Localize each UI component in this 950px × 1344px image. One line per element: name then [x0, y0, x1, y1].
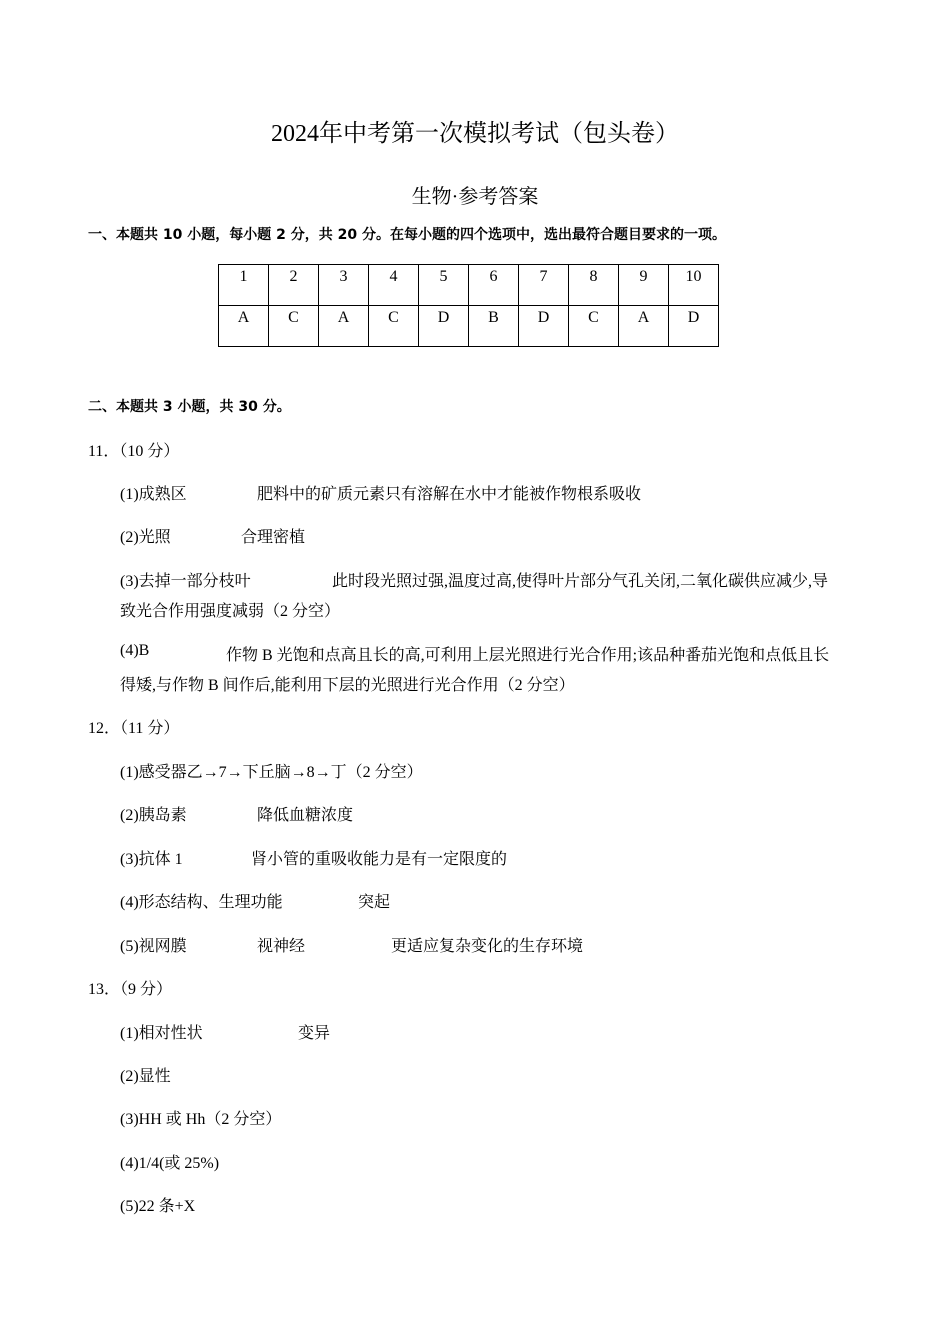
q13-answer-3: (3)HH 或 Hh（2 分空）	[120, 1111, 282, 1128]
q13-answer-5: (5)22 条+X	[120, 1198, 196, 1215]
answer-cell: D	[419, 306, 469, 347]
q12-answer-4b: 突起	[358, 894, 391, 911]
question-number: 5	[419, 265, 469, 306]
answer-cell: C	[269, 306, 319, 347]
q12-answer-5c: 更适应复杂变化的生存环境	[391, 938, 584, 955]
answer-cell: B	[469, 306, 519, 347]
q11-answer-3b: 此时段光照过强,温度过高,使得叶片部分气孔关闭,二氧化碳供应减少,导	[332, 573, 829, 590]
section1-heading: 一、本题共 10 小题，每小题 2 分，共 20 分。在每小题的四个选项中，选出最符合题目要求的一项。	[88, 227, 726, 243]
q12-label: 12．（11 分）	[88, 720, 180, 737]
q13-answer-4: (4)1/4(或 25%)	[120, 1155, 220, 1172]
answer-table-number-row	[219, 265, 719, 306]
q12-answer-3b: 肾小管的重吸收能力是有一定限度的	[251, 851, 508, 868]
q11-answer-3c: 致光合作用强度减弱（2 分空）	[120, 603, 341, 620]
q11-answer-2b: 合理密植	[241, 529, 306, 546]
q12-answer-5b: 视神经	[257, 938, 306, 955]
answer-cell: C	[369, 306, 419, 347]
answer-cell: A	[319, 306, 369, 347]
q11-answer-4b: 作物 B 光饱和点高且长的高,可利用上层光照进行光合作用;该品种番茄光饱和点低且长	[226, 647, 830, 664]
q12-answer-5: (5)视网膜	[120, 938, 187, 955]
q13-answer-2: (2)显性	[120, 1068, 171, 1085]
q11-answer-4c: 得矮,与作物 B 间作后,能利用下层的光照进行光合作用（2 分空）	[120, 677, 575, 694]
q13-answer-1b: 变异	[298, 1025, 331, 1042]
question-number: 4	[369, 265, 419, 306]
question-number: 7	[519, 265, 569, 306]
q11-answer-3: (3)去掉一部分枝叶	[120, 573, 251, 590]
question-number: 9	[619, 265, 669, 306]
answer-cell: D	[669, 306, 719, 347]
answer-table	[218, 264, 719, 347]
q11-answer-2: (2)光照	[120, 529, 171, 546]
q12-answer-2b: 降低血糖浓度	[257, 807, 354, 824]
page-subtitle: 生物·参考答案	[411, 186, 539, 208]
q13-label: 13．（9 分）	[88, 981, 173, 998]
question-number: 6	[469, 265, 519, 306]
answer-cell: A	[219, 306, 269, 347]
question-number: 10	[669, 265, 719, 306]
q12-answer-2: (2)胰岛素	[120, 807, 187, 824]
answer-cell: D	[519, 306, 569, 347]
page-title: 2024年中考第一次模拟考试（包头卷）	[271, 121, 679, 147]
q11-answer-1b: 肥料中的矿质元素只有溶解在水中才能被作物根系吸收	[257, 486, 642, 503]
q12-answer-3: (3)抗体 1	[120, 851, 183, 868]
q11-label: 11．（10 分）	[88, 443, 180, 460]
question-number: 2	[269, 265, 319, 306]
answer-table-answer-row	[219, 306, 719, 347]
q11-answer-1: (1)成熟区	[120, 486, 187, 503]
answer-cell: C	[569, 306, 619, 347]
answer-cell: A	[619, 306, 669, 347]
q12-answer-4: (4)形态结构、生理功能	[120, 894, 283, 911]
question-number: 3	[319, 265, 369, 306]
question-number: 1	[219, 265, 269, 306]
q12-answer-1: (1)感受器乙→7→下丘脑→8→丁（2 分空）	[120, 764, 423, 781]
section2-heading: 二、本题共 3 小题，共 30 分。	[88, 399, 291, 415]
question-number: 8	[569, 265, 619, 306]
q11-answer-4: (4)B	[120, 642, 150, 659]
q13-answer-1: (1)相对性状	[120, 1025, 203, 1042]
